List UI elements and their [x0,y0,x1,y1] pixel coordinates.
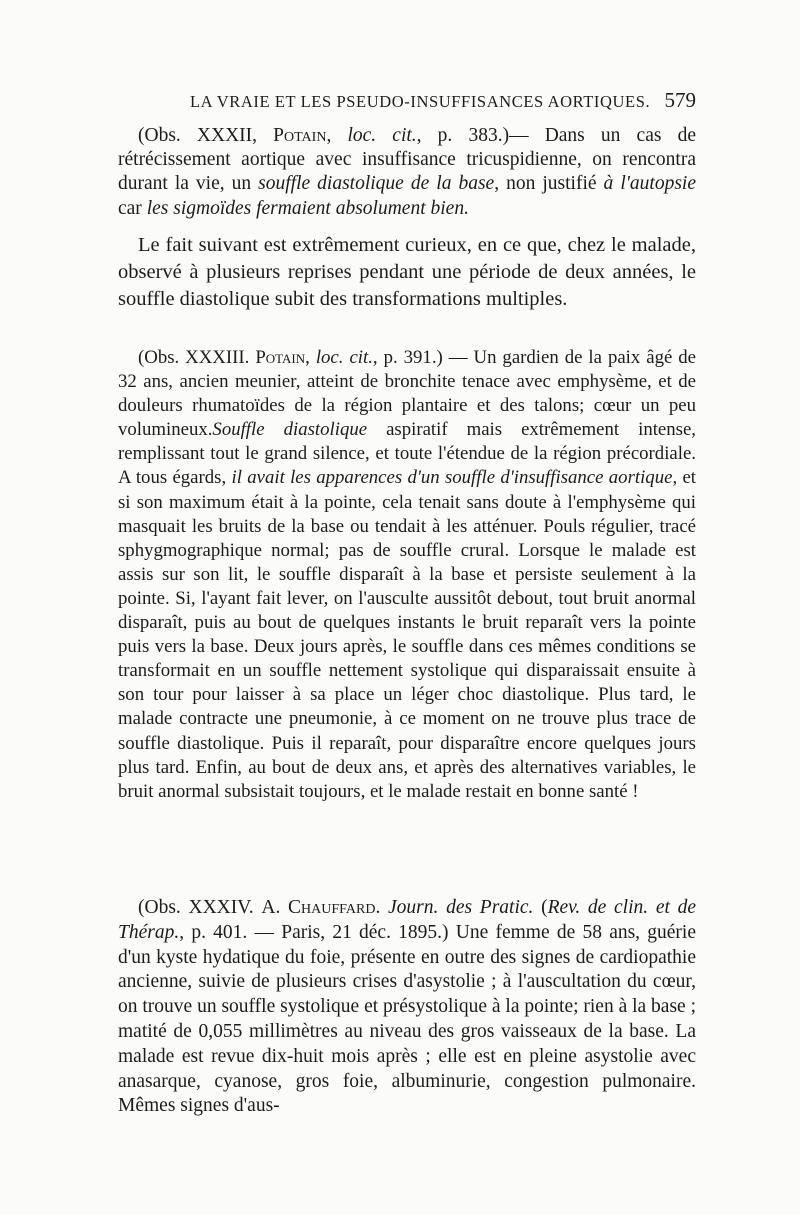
obs32-reference: loc. cit. [347,125,417,146]
obs34-review: Rev. de clin. et de Thérap. [118,897,697,943]
obs32-author: Potain [273,125,327,146]
obs34-label: (Obs. XXXIV. [138,897,262,918]
observation-34: (Obs. XXXIV. A. Chauffard. Journ. des Pratic. (Rev. de clin. et de Thérap., p. 401. — Paris, 21 déc. 1895.) Une femme de 58 ans, guérie d'un kyste hydatique du foie, présente en outre des signes de cardiopathie ancienne, suivie de plusieurs crises d'asystolie ; à l'auscultation du cœur, on trouve un souffle systolique et présystolique à la pointe; rien à la base ; matité de 0,055 millimètres au niveau des gros vaisseaux de la base. La malade est revue dix-huit mois après ; elle est en pleine asystolie avec anasarque, cyanose, gros foie, albuminurie, congestion pulmonaire. Mêmes signes d'aus- [118,897,697,1117]
page-number: 579 [664,88,696,112]
obs34-journal: Journ. des Pratic. [388,897,534,918]
obs32-label: (Obs. XXXII, [138,125,274,146]
obs33-author: Potain [255,347,306,368]
paragraph-curious-case: Le fait suivant est extrêmement curieux, en ce que, chez le malade, observé à plusieurs reprises pendant une période de deux années, le souffle diastolique subit des transformations multiples. [118,234,696,310]
running-title: LA VRAIE ET LES PSEUDO-INSUFFISANCES AORTIQUES. [190,92,651,111]
observation-32: (Obs. XXXII, Potain, loc. cit., p. 383.)— Dans un cas de rétrécissement aortique avec insuffisance tricuspidienne, on rencontra durant la vie, un souffle diastolique de la base, non justifié à l'autopsie car les sigmoïdes fermaient absolument bien. [118,125,696,219]
observation-33: (Obs. XXXIII. Potain, loc. cit., p. 391.) — Un gardien de la paix âgé de 32 ans, ancien meunier, atteint de bronchite tenace avec emphysème, et de douleurs rhumatoïdes de la région plantaire et des talons; cœur un peu volumineux.Souffle diastolique aspiratif mais extrêmement intense, remplissant tout le grand silence, et toute l'étendue de la région précordiale. A tous égards, il avait les apparences d'un souffle d'insuffisance aortique, et si son maximum était à la pointe, cela tenait sans doute à l'emphysème qui masquait les bruits de la base ou tendait à les atténuer. Pouls régulier, tracé sphygmographique normal; pas de souffle crural. Lorsque le malade est assis sur son lit, le souffle disparaît à la base et persiste seulement à la pointe. Si, l'ayant fait lever, on l'ausculte aussitôt debout, tout bruit anormal disparaît, puis au bout de quelques instants le bruit reparaît vers la pointe puis vers la base. Deux jours après, le souffle dans ces mêmes conditions se transformait en un souffle nettement systolique qui disparaissait ensuite à son tour pour laisser à sa place un léger choc diastolique. Plus tard, le malade contracte une pneumonie, à ce moment on ne trouve plus trace de souffle diastolique. Puis il reparaît, pour disparaître encore quelques jours plus tard. Enfin, au bout de deux ans, et après des alternatives variables, le bruit anormal subsistait toujours, et le malade restait en bonne santé ! [118,347,697,802]
obs33-reference: loc. cit. [315,347,373,368]
obs32-page: , p. 383.) [416,125,510,146]
obs33-label: (Obs. XXXIII. [138,347,256,368]
obs34-author: A. Chauffard. [261,897,381,918]
obs33-page: , p. 391.) [372,347,443,368]
page-header [118,88,696,124]
